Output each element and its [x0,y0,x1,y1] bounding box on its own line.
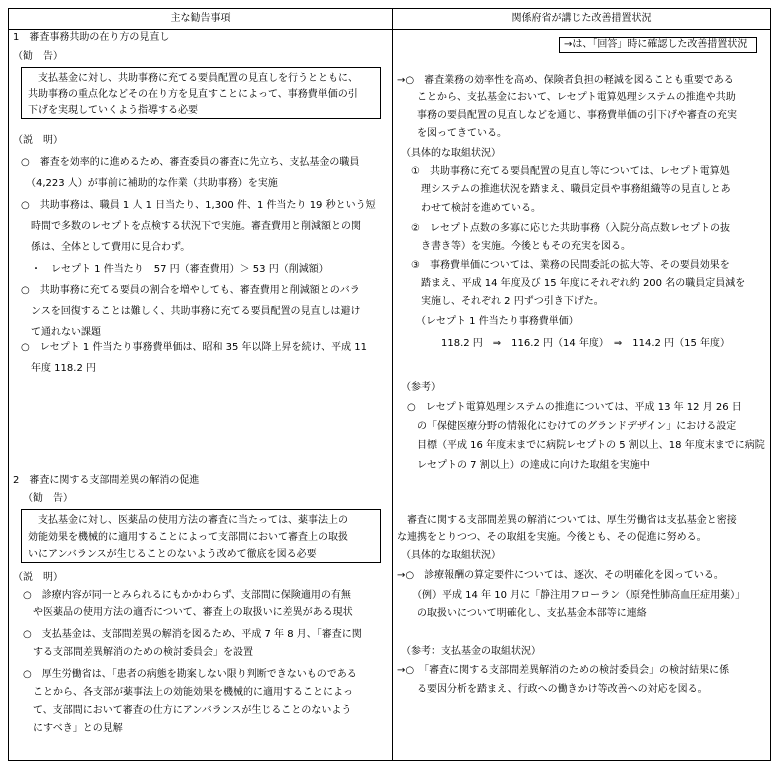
explanation-line: （4,223 人）が事前に補助的な作業（共助事務）を実施 [21,178,278,189]
measure-line: 審査に関する支部間差異の解消については、厚生労働省は支払基金と密接 [397,515,737,526]
recommendation-line: 支払基金に対し、共助事務に充てる要員配置の見直しを行うとともに、 [28,73,358,84]
recommendation-line: 効能効果を機械的に適用することによって支部間において審査上の取扱 [28,532,348,543]
explanation-line: ○ 共助事務に充てる要員の割合を増やしても、審査費用と削減額とのバラ [21,285,360,296]
explanation-line: 時間で多数のレセプトを点検する状況下で実施。審査費用と削減額との関 [21,221,361,232]
reference-line: る要因分析を踏まえ、行政への働きかけ等改善への対応を図る。 [397,684,708,695]
measure-line: を図ってきている。 [397,128,507,139]
recommendation-line: 支払基金に対し、医薬品の使用方法の審査に当たっては、薬事法上の [28,515,348,526]
reference-line: ○ レセプト電算処理システムの推進については、平成 13 年 12 月 26 日 [397,402,742,413]
concrete-effort-line: わせて検討を進めている。 [401,203,541,214]
concrete-effort-line: 理システムの推進状況を踏まえ、職員定員や事務組織等の見直しとあ [401,184,731,195]
document-table [8,8,771,761]
section-1-setsumei-label: （説 明） [13,135,63,146]
reference-line: の「保健医療分野の情報化にむけてのグランドデザイン」における設定 [397,421,737,432]
measure-line: →○ 審査業務の効率性を高め、保険者負担の軽減を図ることも重要である [397,75,734,86]
explanation-line: ○ 審査を効率的に進めるため、審査委員の審査に先立ち、支払基金の職員 [21,157,360,168]
concrete-effort-line: →○ 診療報酬の算定要件については、逐次、その明確化を図っている。 [397,570,724,581]
concrete-efforts-label: （具体的な取組状況） [401,550,501,561]
explanation-line: ・ レセプト 1 件当たり 57 円（審査費用）＞ 53 円（削減額） [21,264,329,275]
recommendation-line: 共助事務の重点化などその在り方を見直すことによって、事務費単価の引 [28,89,358,100]
explanation-line: て通れない課題 [21,327,101,338]
explanation-line: ことから、各支部が薬事法上の効能効果を機械的に適用することによっ [13,687,353,698]
measure-line: ことから、支払基金において、レセプト電算処理システムの推進や共助 [397,92,736,103]
concrete-effort-line: の取扱いについて明確化し、支払基金本部等に連絡 [397,608,647,619]
explanation-line: ○ 厚生労働省は、「患者の病態を勘案しない限り判断できないものである [13,669,357,680]
explanation-line: て、支部間において審査の仕方にアンバランスが生じることのないよう [13,705,352,716]
explanation-line: ○ 支払基金は、支部間差異の解消を図るため、平成 7 年 8 月、「審査に関 [13,629,362,640]
concrete-effort-line: （例）平成 14 年 10 月に「静注用フローラン（原発性肺高血圧症用薬）」 [397,590,746,601]
recommendation-line: いにアンバランスが生じることのないよう改めて徹底を図る必要 [28,549,317,560]
measure-line: な連携をとりつつ、その取組を実施。今後とも、その促進に努める。 [397,532,707,543]
explanation-line: ○ レセプト 1 件当たり事務費単価は、昭和 35 年以降上昇を続け、平成 11 [21,342,368,353]
explanation-line: ンスを回復することは難しく、共助事務に充てる要員配置の見直しは避け [21,306,361,317]
section-1-kankoku-label: （勧 告） [13,51,63,62]
concrete-effort-line: き書き等）を実施。今後ともその充実を図る。 [401,241,631,252]
explanation-line: にすべき」との見解 [13,723,123,734]
concrete-effort-line: ① 共助事務に充てる要員配置の見直し等については、レセプト電算処 [401,166,730,177]
section-2-recommendation-box [21,509,381,563]
measure-line: 事務の要員配置の見直しなどを通じ、事務費単価の引下げや審査の充実 [397,110,737,121]
recommendation-line: 下げを実現していくよう指導する必要 [28,105,198,116]
section-2-title: 2 審査に関する支部間差異の解消の促進 [13,475,200,486]
concrete-effort-line: ③ 事務費単価については、業務の民間委託の拡大等、その要員効果を [401,260,730,271]
reference-label: （参考） [401,382,441,393]
explanation-line: する支部間差異解消のための検討委員会」を設置 [13,647,253,658]
concrete-effort-line: ② レセプト点数の多寡に応じた共助事務（入院分高点数レセプトの抜 [401,223,730,234]
concrete-effort-line: 実施し、それぞれ 2 円ずつ引き下げた。 [401,296,604,307]
reference-line: 目標（平成 16 年度末までに病院レセプトの 5 割以上、18 年度末までに病院 [397,440,765,451]
legend-text: →は、「回答」時に確認した改善措置状況 [564,39,748,50]
explanation-line: や医薬品の使用方法の適否について、審査上の取扱いに差異がある現状 [13,607,353,618]
reference-label: （参考：支払基金の取組状況） [401,646,541,657]
reference-line: レセプトの 7 割以上）の達成に向けた取組を実施中 [397,460,650,471]
section-1-recommendation-box [21,67,381,119]
column-divider [392,9,393,760]
concrete-efforts-label: （具体的な取組状況） [401,148,501,159]
explanation-line: 年度 118.2 円 [21,363,96,374]
header-improvement-measures: 関係府省が講じた改善措置状況 [393,9,770,30]
legend-box [559,37,757,53]
concrete-effort-line: 踏まえ、平成 14 年度及び 15 年度にそれぞれ約 200 名の職員定員減を [401,278,746,289]
unit-cost-values: 118.2 円 ⇒ 116.2 円（14 年度） ⇒ 114.2 円（15 年度） [401,338,730,349]
header-main-recommendations: 主な勧告事項 [9,9,392,30]
section-2-kankoku-label: （勧 告） [23,493,73,504]
section-1-title: 1 審査事務共助の在り方の見直し [13,32,170,43]
section-2-setsumei-label: （説 明） [13,572,63,583]
explanation-line: 係は、全体として費用に見合わず。 [21,242,191,253]
explanation-line: ○ 共助事務は、職員 1 人 1 日当たり、1,300 件、1 件当たり 19 秒という短 [21,200,376,211]
explanation-line: ○ 診療内容が同一とみられるにもかかわらず、支部間に保険適用の有無 [13,590,351,601]
unit-cost-label: （レセプト 1 件当たり事務費単価） [401,316,579,327]
reference-line: →○ 「審査に関する支部間差異解消のための検討委員会」の検討結果に係 [397,665,730,676]
